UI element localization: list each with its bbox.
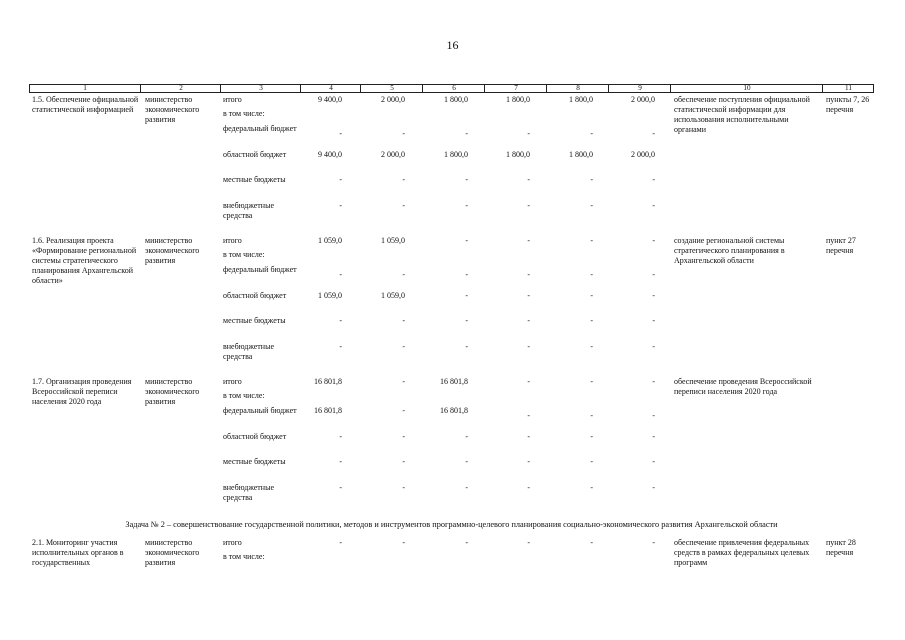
funding-source: внебюджетные средства [223,201,274,220]
amount: - [652,483,655,492]
amount: - [590,129,593,138]
amount: - [527,316,530,325]
amount: - [465,432,468,441]
amount: - [465,316,468,325]
amount: - [590,175,593,184]
amount: - [402,406,405,415]
amount: - [652,342,655,351]
amount: - [652,291,655,300]
amount: - [590,291,593,300]
amount: 1 800,0 [444,150,468,159]
amount: 1 800,0 [506,150,530,159]
reference: пункт 27 перечня [826,236,856,255]
amount: - [527,129,530,138]
funding-source: местные бюджеты [223,457,286,466]
expected-result: обеспечение проведения Всероссийской переписи населения 2020 года [674,377,812,396]
funding-source: в том числе: [223,250,265,259]
expected-result: обеспечение привлечения федеральных средств в рамках федеральных целевых программ [674,538,810,567]
amount: - [652,270,655,279]
amount: 1 059,0 [318,291,342,300]
column-number-header [29,84,874,93]
amount: - [652,377,655,386]
activity-name: 1.7. Организация проведения Всероссийской переписи населения 2020 года [32,377,132,406]
amount: - [590,432,593,441]
column-number: 4 [300,85,361,92]
amount: - [652,236,655,245]
funding-source: итого [223,538,242,547]
funding-source: внебюджетные средства [223,342,274,361]
amount: - [465,483,468,492]
amount: - [339,270,342,279]
column-number: 9 [608,85,671,92]
amount: - [339,175,342,184]
amount: - [527,411,530,420]
amount: - [402,129,405,138]
amount: 1 800,0 [506,95,530,104]
funding-source: федеральный бюджет [223,265,297,274]
amount: 1 059,0 [318,236,342,245]
task-heading: Задача № 2 – совершенствование государственной политики, методов и инструментов программно-целевого планирования социально-экономического развития Архангельской области [125,520,778,529]
amount: - [590,538,593,547]
amount: - [402,316,405,325]
amount: - [339,483,342,492]
amount: - [402,377,405,386]
amount: 1 800,0 [569,150,593,159]
amount: - [465,342,468,351]
amount: - [590,342,593,351]
amount: 1 059,0 [381,291,405,300]
amount: 16 801,8 [314,406,342,415]
amount: - [402,201,405,210]
amount: 16 801,8 [440,406,468,415]
expected-result: обеспечение поступления официальной статистической информации для использования исполнительными органами [674,95,810,134]
amount: - [652,175,655,184]
amount: - [339,432,342,441]
expected-result: создание региональной системы стратегического планирования в Архангельской области [674,236,785,265]
amount: - [527,377,530,386]
funding-source: итого [223,236,242,245]
amount: - [590,270,593,279]
column-number: 3 [220,85,301,92]
table-row [29,236,874,366]
funding-source: местные бюджеты [223,316,286,325]
amount: - [652,129,655,138]
column-number: 5 [360,85,423,92]
amount: - [402,483,405,492]
executor: министерство экономического развития [145,236,200,265]
amount: - [465,201,468,210]
amount: - [527,432,530,441]
amount: - [339,538,342,547]
funding-source: местные бюджеты [223,175,286,184]
funding-source: в том числе: [223,391,265,400]
table-row [29,538,874,578]
funding-source: федеральный бюджет [223,124,297,133]
executor: министерство экономического развития [145,538,200,567]
executor: министерство экономического развития [145,377,200,406]
amount: - [590,201,593,210]
funding-source: федеральный бюджет [223,406,297,415]
amount: - [652,316,655,325]
amount: - [465,291,468,300]
amount: - [527,538,530,547]
table-row [29,377,874,507]
amount: - [590,457,593,466]
amount: 16 801,8 [314,377,342,386]
amount: 2 000,0 [631,95,655,104]
column-number: 1 [83,84,87,92]
amount: - [465,538,468,547]
column-number: 11 [822,85,874,92]
amount: - [527,457,530,466]
column-number: 8 [546,85,609,92]
amount: - [465,129,468,138]
amount: - [465,175,468,184]
funding-source: в том числе: [223,552,265,561]
amount: - [527,291,530,300]
amount: - [339,316,342,325]
amount: - [465,270,468,279]
table-row [29,95,874,225]
activity-name: 2.1. Мониторинг участия исполнительных органов в государственных [32,538,124,567]
amount: - [527,175,530,184]
amount: - [402,270,405,279]
amount: - [339,342,342,351]
amount: - [527,201,530,210]
amount: - [402,538,405,547]
amount: - [652,432,655,441]
amount: - [527,270,530,279]
amount: - [465,236,468,245]
funding-source: итого [223,377,242,386]
funding-source: в том числе: [223,109,265,118]
amount: 1 800,0 [569,95,593,104]
amount: 1 800,0 [444,95,468,104]
page-number: 16 [446,38,459,52]
amount: - [402,432,405,441]
amount: 9 400,0 [318,95,342,104]
amount: - [339,457,342,466]
funding-source: областной бюджет [223,291,287,300]
amount: - [652,201,655,210]
amount: - [652,538,655,547]
activity-name: 1.6. Реализация проекта «Формирование региональной системы стратегического планирования Архангельской области» [32,236,137,285]
funding-source: внебюджетные средства [223,483,274,502]
amount: - [339,201,342,210]
amount: - [402,175,405,184]
column-number: 6 [422,85,485,92]
amount: 2 000,0 [381,150,405,159]
amount: - [527,236,530,245]
amount: - [590,236,593,245]
amount: - [652,411,655,420]
amount: 2 000,0 [381,95,405,104]
amount: - [590,411,593,420]
amount: - [590,377,593,386]
amount: - [590,483,593,492]
amount: 16 801,8 [440,377,468,386]
amount: - [465,457,468,466]
funding-source: областной бюджет [223,150,287,159]
column-number: 2 [140,85,221,92]
amount: - [527,342,530,351]
funding-source: итого [223,95,242,104]
amount: - [527,483,530,492]
amount: 2 000,0 [631,150,655,159]
reference: пункт 28 перечня [826,538,856,557]
amount: - [339,129,342,138]
executor: министерство экономического развития [145,95,200,124]
column-number: 10 [670,85,823,92]
amount: - [590,316,593,325]
amount: - [402,342,405,351]
funding-source: областной бюджет [223,432,287,441]
column-number: 7 [484,85,547,92]
amount: - [402,457,405,466]
amount: 1 059,0 [381,236,405,245]
activity-name: 1.5. Обеспечение официальной статистической информацией [32,95,139,114]
reference: пункты 7, 26 перечня [826,95,870,114]
amount: - [652,457,655,466]
amount: 9 400,0 [318,150,342,159]
